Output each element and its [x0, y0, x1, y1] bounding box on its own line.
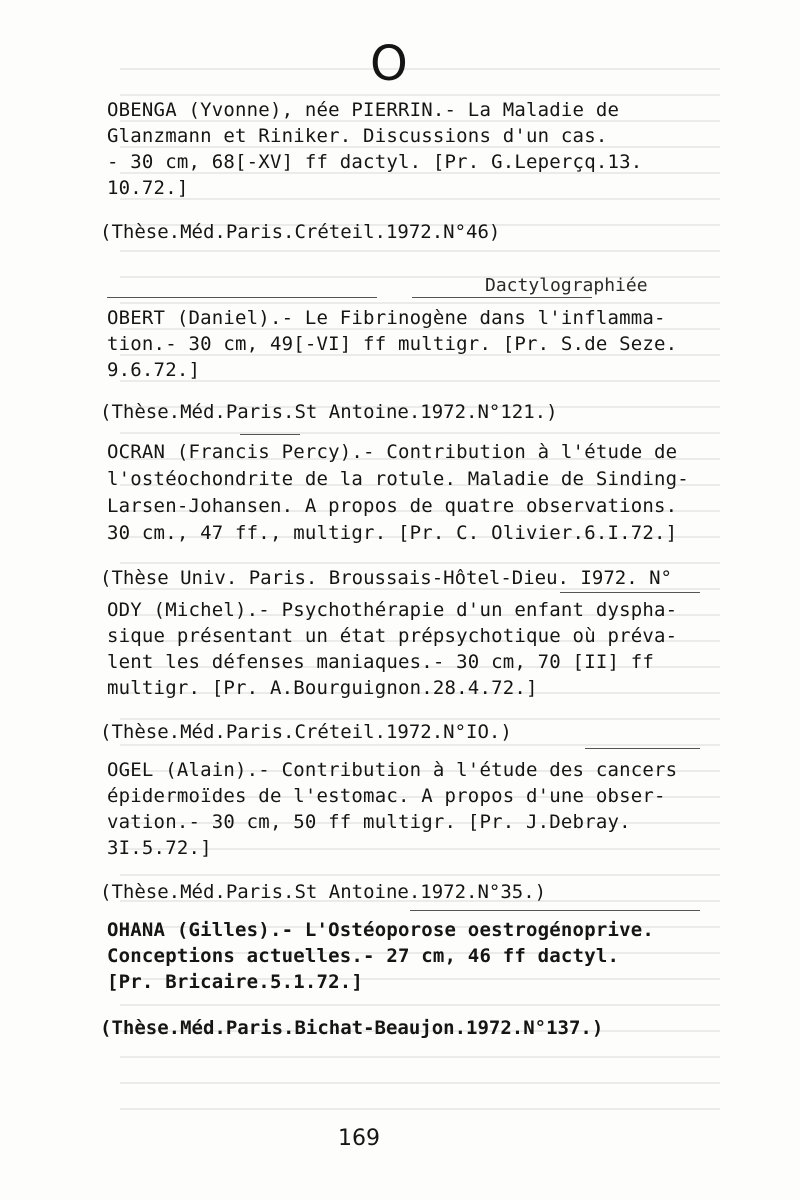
- entry-line: ODY (Michel).- Psychothérapie d'un enfant dyspha-: [107, 599, 678, 621]
- entry-line: sique présentant un état prépsychotique où préva-: [107, 625, 678, 647]
- entry-line: OBENGA (Yvonne), née PIERRIN.- La Maladie de: [107, 99, 620, 121]
- entry-line: 9.6.72.]: [107, 359, 201, 381]
- thesis-source: (Thèse.Méd.Paris.St Antoine.1972.N°35.): [100, 881, 547, 903]
- entry-line: 10.72.]: [107, 177, 189, 199]
- thesis-source: (Thèse.Méd.Paris.St Antoine.1972.N°121.): [100, 401, 558, 423]
- separator-rule: [585, 748, 700, 749]
- separator-rule: [107, 297, 377, 298]
- entry-line: l'ostéochondrite de la rotule. Maladie de Sinding-: [107, 468, 689, 490]
- entry-line: tion.- 30 cm, 49[-VI] ff multigr. [Pr. S.de Seze.: [107, 333, 678, 355]
- entry-line: multigr. [Pr. A.Bourguignon.28.4.72.]: [107, 677, 538, 699]
- thesis-source: (Thèse.Méd.Paris.Bichat-Beaujon.1972.N°137.): [100, 1017, 604, 1039]
- separator-rule: [240, 434, 300, 435]
- entry-line: Larsen-Johansen. A propos de quatre observations.: [107, 495, 678, 517]
- entry-line: vation.- 30 cm, 50 ff multigr. [Pr. J.Debray.: [107, 811, 631, 833]
- entry-line: 30 cm., 47 ff., multigr. [Pr. C. Olivier.6.I.72.]: [107, 522, 678, 544]
- thesis-source: (Thèse.Méd.Paris.Créteil.1972.N°IO.): [100, 721, 512, 743]
- separator-rule: [560, 592, 700, 593]
- entry-line: OHANA (Gilles).- L'Ostéoporose oestrogénoprive.: [107, 919, 655, 941]
- separator-rule: [410, 910, 700, 911]
- entry-line: 3I.5.72.]: [107, 837, 212, 859]
- entry-line: Conceptions actuelles.- 27 cm, 46 ff dactyl.: [107, 945, 620, 967]
- entry-line: OCRAN (Francis Percy).- Contribution à l'étude de: [107, 441, 678, 463]
- section-letter: O: [370, 36, 408, 92]
- entry-line: OGEL (Alain).- Contribution à l'étude des cancers: [107, 759, 678, 781]
- page-number: 169: [338, 1126, 380, 1151]
- thesis-source: (Thèse.Méd.Paris.Créteil.1972.N°46): [100, 221, 501, 243]
- dactylographiee-note: Dactylographiée: [485, 275, 648, 296]
- separator-rule: [412, 297, 592, 298]
- entry-line: épidermoïdes de l'estomac. A propos d'une obser-: [107, 785, 666, 807]
- entry-line: OBERT (Daniel).- Le Fibrinogène dans l'inflamma-: [107, 307, 666, 329]
- entry-line: [Pr. Bricaire.5.1.72.]: [107, 971, 364, 993]
- entry-line: Glanzmann et Riniker. Discussions d'un cas.: [107, 125, 608, 147]
- thesis-source: (Thèse Univ. Paris. Broussais-Hôtel-Dieu. I972. N°: [100, 567, 672, 589]
- entry-line: lent les défenses maniaques.- 30 cm, 70 [II] ff: [107, 651, 655, 673]
- entry-line: - 30 cm, 68[-XV] ff dactyl. [Pr. G.Leperçq.13.: [107, 151, 643, 173]
